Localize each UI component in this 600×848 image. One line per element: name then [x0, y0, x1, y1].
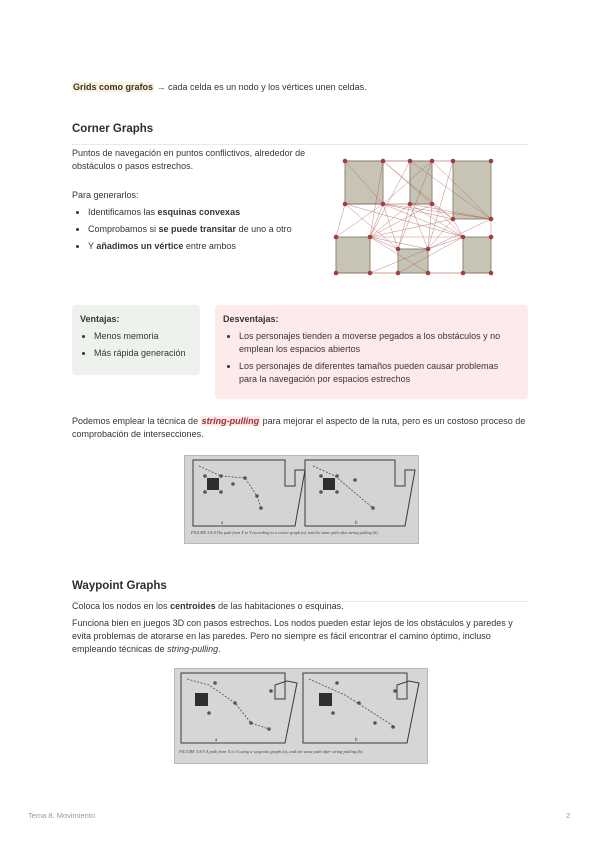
- obstacle: [453, 161, 491, 219]
- step-item: • Identificamos las esquinas convexas: [88, 206, 307, 219]
- graph-node: [343, 159, 348, 164]
- cons-list: [223, 330, 518, 386]
- obstacle-block: [207, 478, 219, 490]
- graph-node: [343, 202, 348, 207]
- corner-graph-diagram: [330, 155, 500, 280]
- pros-callout: [72, 305, 200, 375]
- figure-label-a: a: [221, 521, 224, 526]
- intro-highlight: Grids como grafos: [73, 82, 154, 92]
- figure-caption: FIGURE 3.8.8 The path from X to Y according to a corner graph (a), and the same path after string-pulling (b).: [191, 530, 379, 535]
- steps-list: [72, 206, 307, 253]
- graph-node: [489, 235, 494, 240]
- pros-title: Ventajas:: [80, 314, 120, 324]
- graph-node: [430, 202, 435, 207]
- obstacle: [336, 237, 370, 273]
- waypoint-graph-scan: [175, 669, 427, 763]
- graph-node: [426, 271, 431, 276]
- graph-node: [489, 159, 494, 164]
- graph-node: [334, 271, 339, 276]
- pros-item: • Más rápida generación: [94, 347, 200, 360]
- section-title: Waypoint Graphs: [72, 578, 528, 602]
- graph-node: [489, 217, 494, 222]
- step-item: • Comprobamos si se puede transitar de uno a otro: [88, 223, 307, 236]
- figure-caption: FIGURE 3.8.9 A path from X to Y using a waypoint graph (a), and the same path after string-pulling (b).: [179, 749, 364, 754]
- figure-label-b: b: [355, 738, 358, 743]
- graph-node: [396, 247, 401, 252]
- graph-node: [396, 271, 401, 276]
- intro-text: cada celda es un nodo y los vértices unen celdas.: [165, 82, 367, 92]
- graph-node: [426, 247, 431, 252]
- graph-node: [368, 235, 373, 240]
- footer-title: Tema 8. Movimiento: [28, 811, 96, 820]
- string-pulling-paragraph: Podemos emplear la técnica de string-pulling para mejorar el aspecto de la ruta, pero es un costoso proceso de comprobación de intersecciones.: [72, 416, 526, 440]
- graph-node: [430, 159, 435, 164]
- waypoint-graphs-heading: [72, 578, 528, 602]
- corner-graphs-heading: [72, 121, 528, 145]
- corner-text-column: [72, 147, 307, 257]
- step-item: • Y añadimos un vértice entre ambos: [88, 240, 307, 253]
- obstacle: [410, 161, 432, 204]
- waypoint-paragraph: Funciona bien en juegos 3D con pasos estrechos. Los nodos pueden estar lejos de los obstáculos y paredes y evita problemas de atorarse en las paredes. Pero no siempre es fácil encontrar el camino óptimo, incluso empleando técnicas de string-pulling.: [72, 618, 513, 655]
- graph-node: [334, 235, 339, 240]
- cons-callout: [215, 305, 528, 399]
- pros-list: [80, 330, 200, 360]
- graph-node: [489, 271, 494, 276]
- cons-title: Desventajas:: [223, 314, 279, 324]
- obstacle: [398, 249, 428, 273]
- obstacle-block: [319, 693, 332, 706]
- waypoint-graph-figure: [174, 668, 428, 764]
- corner-graph-scan: [185, 456, 418, 543]
- string-pulling-italic: string-pulling: [167, 644, 219, 655]
- obstacle: [463, 237, 491, 273]
- page-number: 2: [566, 811, 571, 820]
- graph-node: [381, 202, 386, 207]
- waypoint-line: Coloca los nodos en los centroides de las habitaciones o esquinas.: [72, 601, 344, 611]
- graph-node: [451, 159, 456, 164]
- obstacle-block: [195, 693, 208, 706]
- graph-node: [461, 271, 466, 276]
- graph-node: [461, 235, 466, 240]
- corner-graph-figure: [184, 455, 419, 544]
- arrow-icon: →: [156, 82, 166, 92]
- graph-node: [368, 271, 373, 276]
- graph-node: [381, 159, 386, 164]
- cons-item: • Los personajes de diferentes tamaños pueden causar problemas para la navegación por espacios estrechos: [239, 360, 518, 386]
- pros-item: • Menos memoria: [94, 330, 200, 343]
- cons-item: • Los personajes tienden a moverse pegados a los obstáculos y no emplean los espacios abiertos: [239, 330, 518, 356]
- obstacle-block: [323, 478, 335, 490]
- figure-label-b: b: [355, 521, 358, 526]
- graph-node: [408, 159, 413, 164]
- intro-line: [72, 81, 532, 94]
- graph-node: [408, 202, 413, 207]
- corner-description: Puntos de navegación en puntos conflictivos, alrededor de obstáculos o pasos estrechos.: [72, 148, 306, 172]
- graph-node: [451, 217, 456, 222]
- figure-label-a: a: [215, 738, 218, 743]
- generate-label: Para generarlos:: [72, 190, 139, 201]
- section-title: Corner Graphs: [72, 121, 528, 145]
- string-pulling-term: string-pulling: [201, 416, 260, 426]
